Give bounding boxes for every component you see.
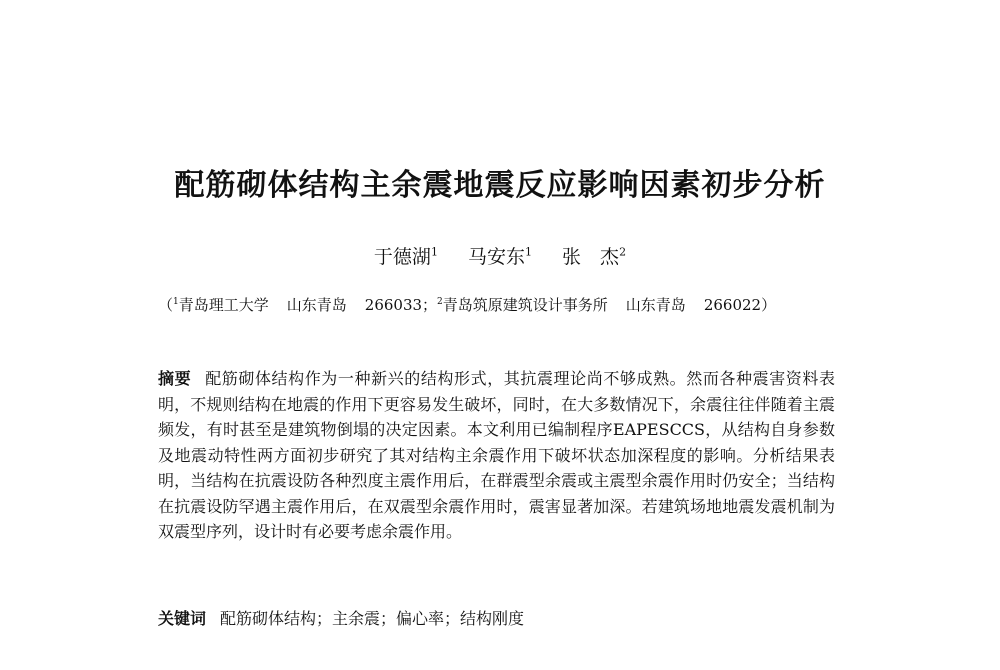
affiliation-marker: 1	[430, 245, 438, 259]
affiliation-marker: 2	[437, 297, 443, 307]
affiliation-marker: 2	[619, 245, 627, 259]
abstract	[158, 366, 835, 545]
author-name: 马安东	[467, 246, 525, 268]
affiliation-open-paren: （	[158, 296, 174, 314]
affiliation-marker: 1	[525, 245, 532, 259]
affiliation-location: 山东青岛	[286, 296, 347, 314]
abstract-text: 配筋砌体结构作为一种新兴的结构形式，其抗震理论尚不够成熟。然而各种震害资料表明，不规则结构在地震的作用下更容易发生破坏，同时，在大多数情况下，余震往往伴随着主震频发，有时甚至是建筑物倒塌的决定因素。本文利用已编制程序EAPESCCS，从结构自身参数及地震动特性两方面初步研究了其对结构主余震作用下破坏状态加深程度的影响。分析结果表明，当结构在抗震设防各种烈度主震作用后，在群震型余震或主震型余震作用时仍安全；当结构在抗震设防罕遇主震作用后，在双震型余震作用时，震害显著加深。若建筑场地地震发震机制为双震型序列，设计时有必要考虑余震作用。	[158, 369, 835, 541]
author-name: 于德湖	[373, 246, 431, 268]
keywords-text: 配筋砌体结构；主余震；偏心率；结构刚度	[220, 609, 525, 628]
affiliation-line	[158, 294, 776, 315]
affiliation-location: 山东青岛	[625, 296, 686, 314]
author	[562, 246, 626, 268]
abstract-label: 摘要	[158, 369, 192, 388]
author-name: 张 杰	[562, 246, 620, 268]
affiliation-institution: 青岛筑原建筑设计事务所	[442, 296, 608, 314]
author-list	[0, 242, 1000, 269]
keywords	[158, 606, 524, 629]
author	[374, 246, 438, 268]
affiliation-postcode: 266022	[703, 296, 762, 314]
affiliation-close-paren: ）	[761, 296, 777, 314]
keywords-label: 关键词	[158, 609, 207, 628]
affiliation-postcode: 266033；	[364, 296, 438, 314]
author	[468, 246, 532, 268]
affiliation-marker: 1	[173, 297, 179, 307]
affiliation-institution: 青岛理工大学	[178, 296, 269, 314]
paper-title: 配筋砌体结构主余震地震反应影响因素初步分析	[174, 168, 826, 203]
